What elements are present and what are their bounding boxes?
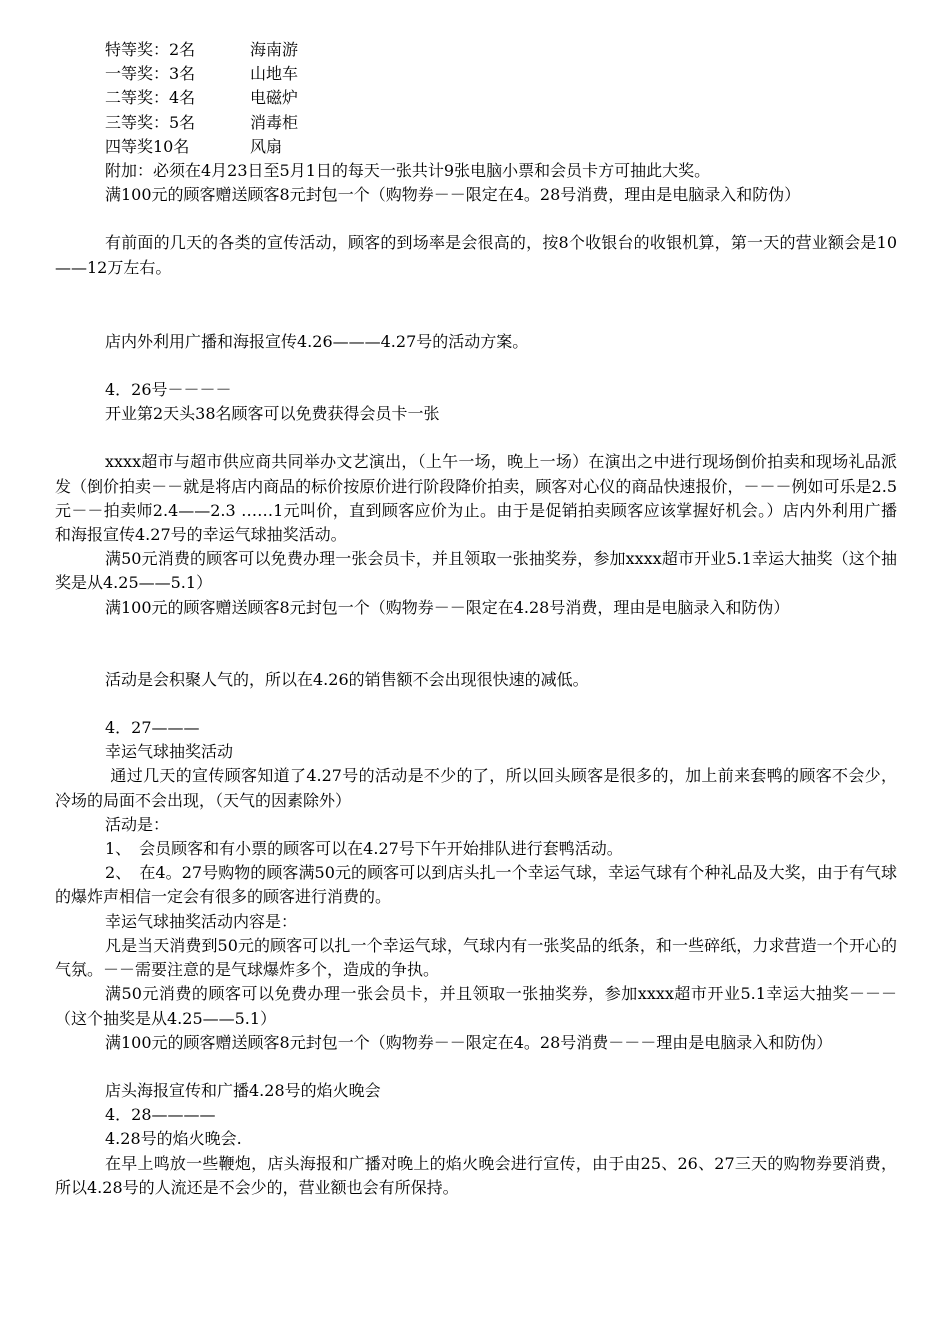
prize-line (55, 86, 897, 110)
paragraph: 4.28号的焰火晚会. (105, 1129, 242, 1149)
prize-line (55, 62, 897, 86)
prize-line (55, 111, 897, 135)
prize-item: 消毒柜 (250, 112, 299, 132)
paragraph: 满50元消费的顾客可以免费办理一张会员卡，并且领取一张抽奖券，参加xxxx超市开业5.1幸运大抽奖－－－（这个抽奖是从4.25——5.1） (55, 984, 897, 1028)
paragraph: 活动是： (105, 814, 170, 834)
document-page (55, 38, 897, 1200)
prize-rank: 特等奖：2名 (105, 40, 196, 59)
paragraph: 有前面的几天的各类的宣传活动，顾客的到场率是会很高的，按8个收银台的收银机算，第一天的营业额会是10——12万左右。 (55, 233, 897, 277)
prize-item: 电磁炉 (250, 88, 299, 108)
section-heading: 4．28———— (105, 1105, 216, 1125)
prize-line (55, 135, 897, 159)
paragraph: 满50元消费的顾客可以免费办理一张会员卡，并且领取一张抽奖券，参加xxxx超市开业5.1幸运大抽奖（这个抽奖是从4.25——5.1） (55, 549, 897, 593)
paragraph: xxxx超市与超市供应商共同举办文艺演出，（上午一场，晚上一场）在演出之中进行现场倒价拍卖和现场礼品派发（倒价拍卖－－就是将店内商品的标价按原价进行阶段降价拍卖，顾客对心仪的商品快速报价，－－－例如可乐是2.5元－－拍卖师2.4——2.3 ……1元叫价，直到顾客应价为止。由于是促销拍卖顾客应该掌握好机会。）店内外利用广播和海报宣传4.27号的幸运气球抽奖活动。 (55, 452, 897, 545)
prize-rank: 三等奖：5名 (105, 112, 196, 132)
list-item: 1、 会员顾客和有小票的顾客可以在4.27号下午开始排队进行套鸭活动。 (105, 839, 623, 859)
prize-item: 风扇 (250, 136, 283, 156)
paragraph: 幸运气球抽奖活动内容是： (105, 911, 298, 931)
paragraph: 幸运气球抽奖活动 (105, 742, 234, 762)
paragraph: 通过几天的宣传顾客知道了4.27号的活动是不少的了，所以回头顾客是很多的，加上前来套鸭的顾客不会少，冷场的局面不会出现，（天气的因素除外） (55, 766, 897, 810)
prize-rank: 二等奖：4名 (105, 88, 196, 108)
spacer (55, 207, 897, 231)
list-item: 2、 在4。27号购物的顾客满50元的顾客可以到店头扎一个幸运气球，幸运气球有个种礼品及大奖，由于有气球的爆炸声相信一定会有很多的顾客进行消费的。 (55, 863, 897, 907)
paragraph: 满100元的顾客赠送顾客8元封包一个（购物券－－限定在4。28号消费，理由是电脑录入和防伪） (105, 185, 801, 205)
section-heading: 4．27——— (105, 718, 200, 738)
prize-line (55, 38, 897, 62)
spacer (55, 692, 897, 716)
paragraph: 附加：必须在4月23日至5月1日的每天一张共计9张电脑小票和会员卡方可抽此大奖。 (105, 161, 711, 181)
paragraph: 活动是会积聚人气的，所以在4.26的销售额不会出现很快速的减低。 (105, 669, 589, 689)
prize-rank: 一等奖：3名 (105, 64, 196, 84)
paragraph: 满100元的顾客赠送顾客8元封包一个（购物券－－限定在4.28号消费，理由是电脑录入和防伪） (105, 597, 790, 617)
section-heading: 4．26号－－－－ (105, 380, 232, 400)
prize-rank: 四等奖10名 (105, 136, 190, 156)
paragraph: 满100元的顾客赠送顾客8元封包一个（购物券－－限定在4。28号消费－－－理由是电脑录入和防伪） (105, 1032, 833, 1052)
spacer (55, 354, 897, 378)
spacer (55, 1055, 897, 1079)
spacer (55, 620, 897, 668)
paragraph: 店头海报宣传和广播4.28号的焰火晚会 (105, 1080, 381, 1100)
spacer (55, 426, 897, 450)
paragraph: 开业第2天头38名顾客可以免费获得会员卡一张 (105, 404, 440, 424)
prize-item: 海南游 (250, 40, 299, 59)
prize-item: 山地车 (250, 64, 299, 84)
paragraph: 在早上鸣放一些鞭炮，店头海报和广播对晚上的焰火晚会进行宣传，由于由25、26、27三天的购物券要消费，所以4.28号的人流还是不会少的，营业额也会有所保持。 (55, 1153, 897, 1197)
spacer (55, 280, 897, 330)
paragraph: 凡是当天消费到50元的顾客可以扎一个幸运气球，气球内有一张奖品的纸条，和一些碎纸，力求营造一个开心的气氛。－－需要注意的是气球爆炸多个，造成的争执。 (55, 935, 897, 980)
paragraph: 店内外利用广播和海报宣传4.26———4.27号的活动方案。 (105, 331, 529, 351)
